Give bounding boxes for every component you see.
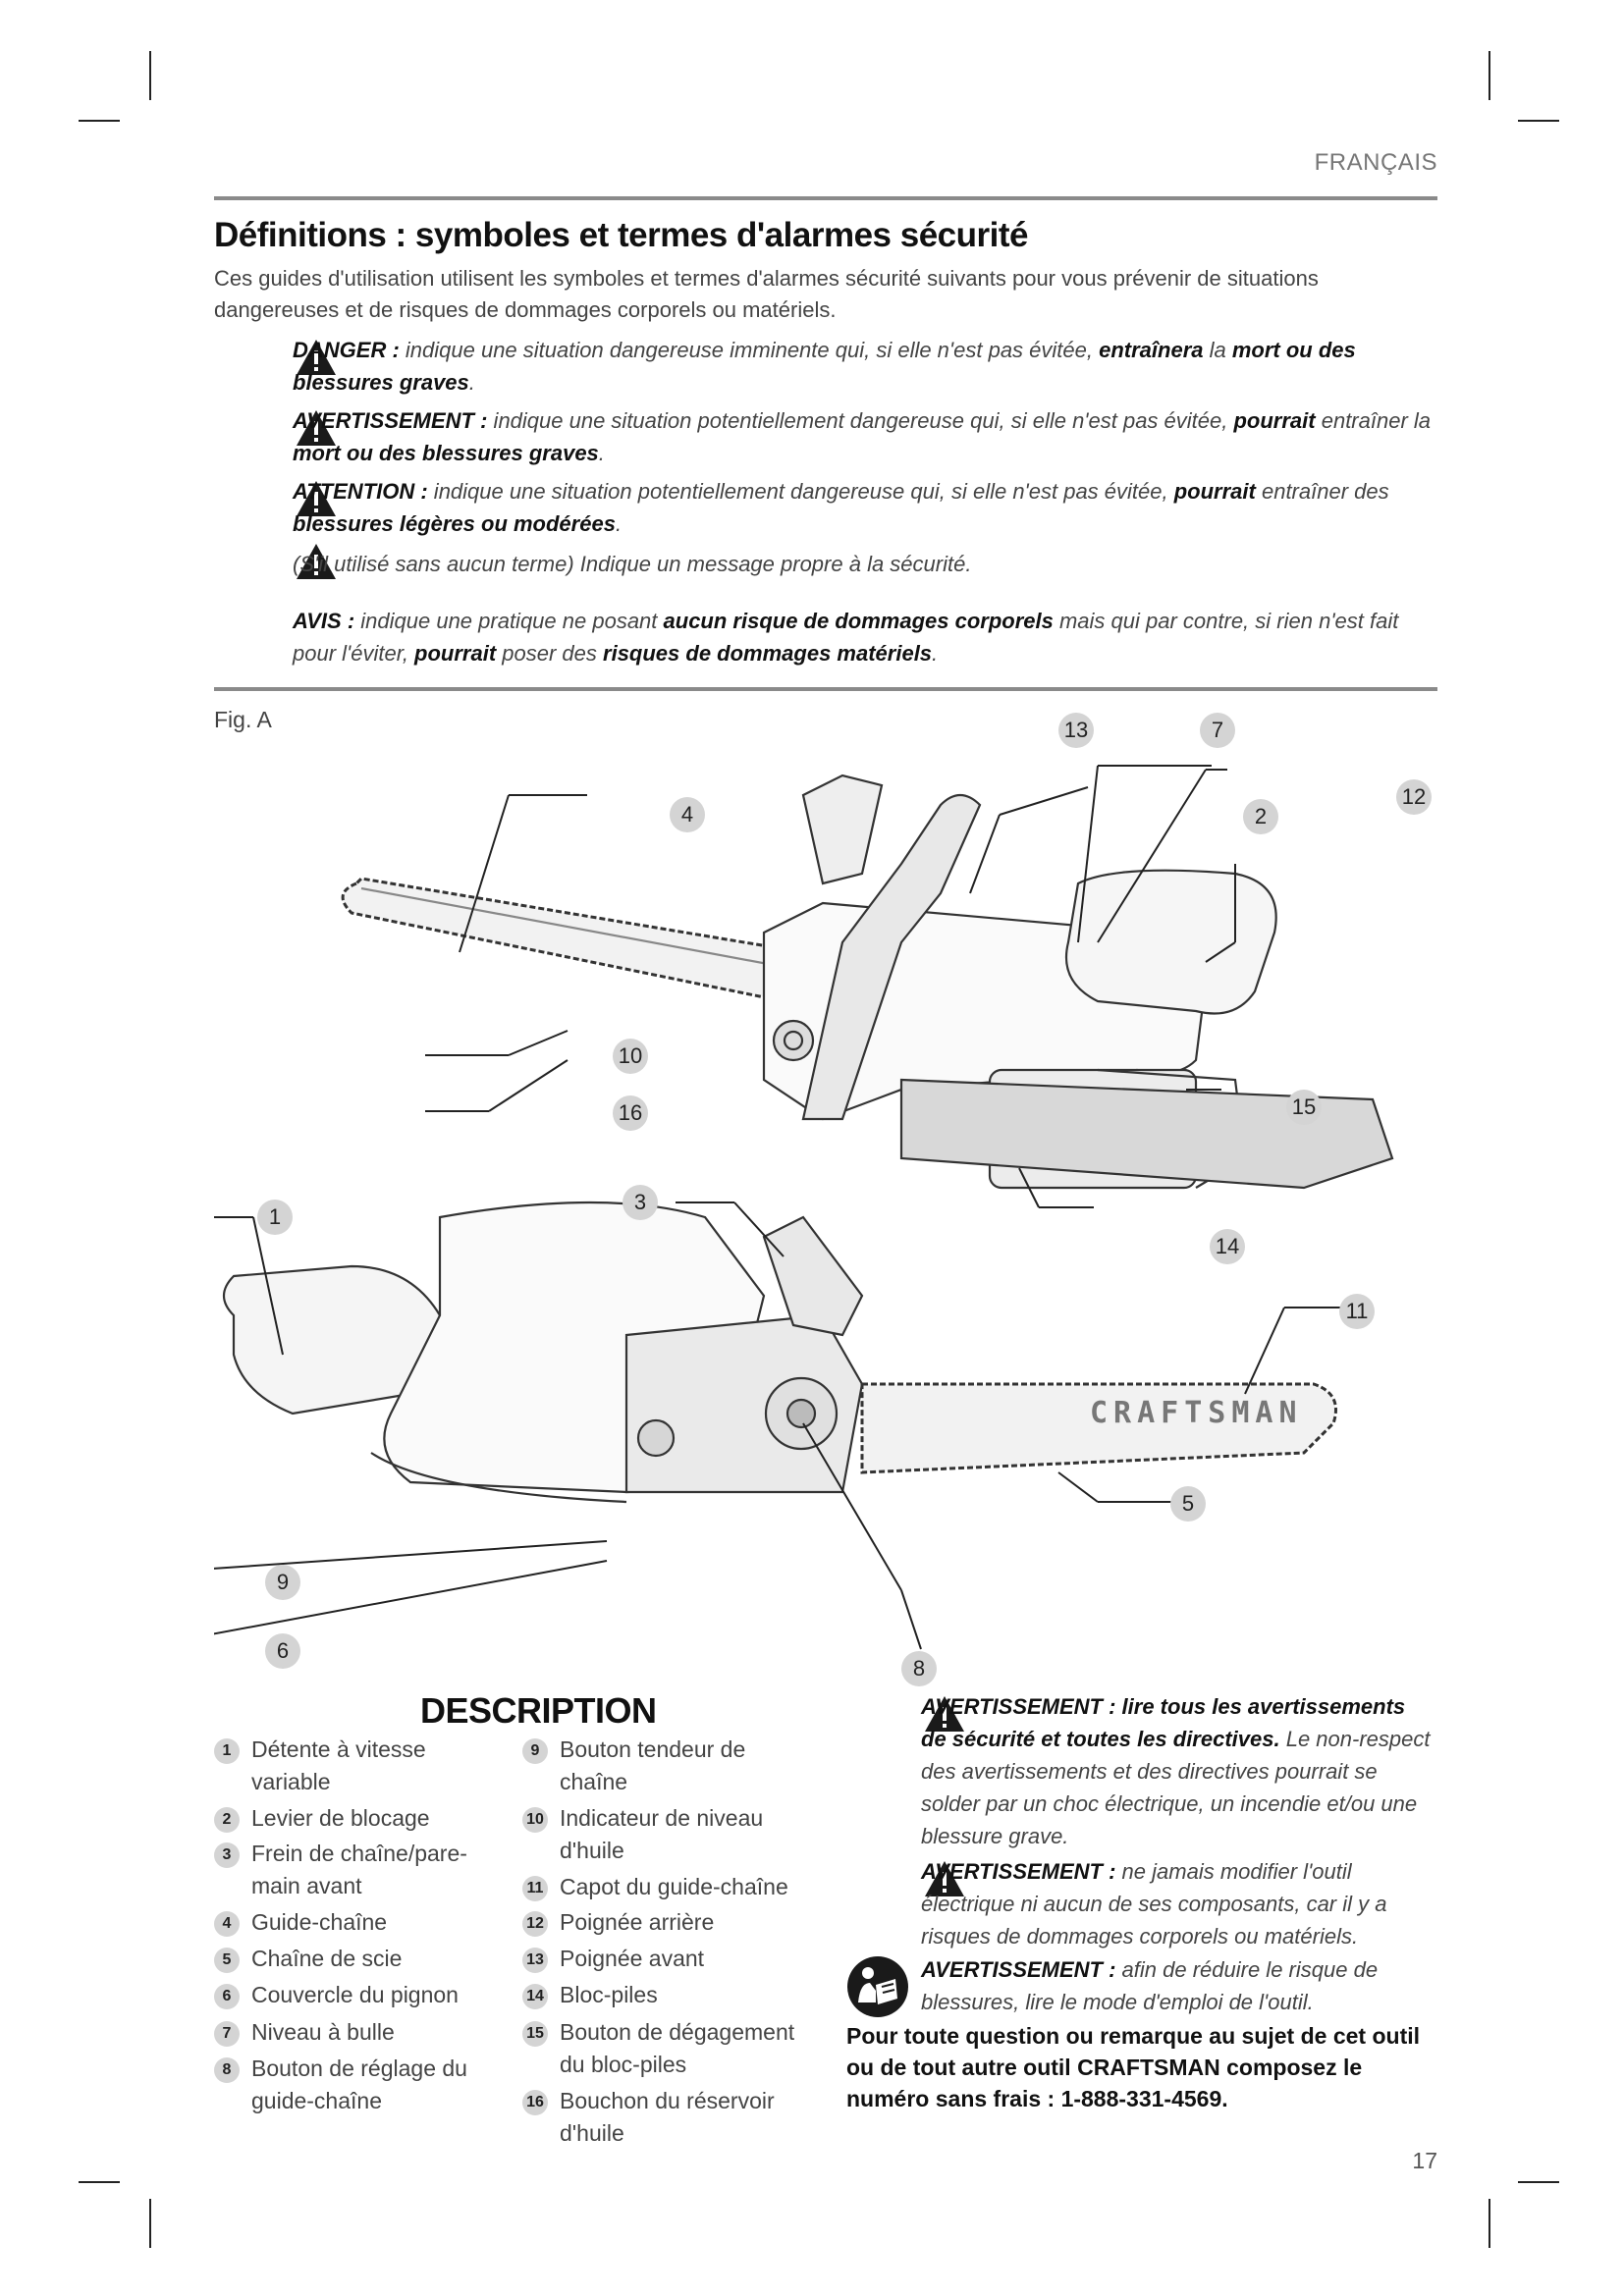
callout-15: 15 [1286,1090,1322,1125]
definition-symbol-only: (S'il utilisé sans aucun terme) Indique un message propre à la sécurité. [293,552,972,576]
lower-chainsaw [224,1080,1392,1502]
contact-info: Pour toute question ou remarque au sujet de cet outil ou de tout autre outil CRAFTSMAN composez le numéro sans frais : 1-888-331-4569. [846,2023,1421,2111]
callout-13: 13 [1058,713,1094,748]
callout-11: 11 [1339,1294,1375,1329]
callout-14: 14 [1210,1229,1245,1264]
callout-9: 9 [265,1565,300,1600]
callout-5: 5 [1170,1486,1206,1522]
term-attention: ATTENTION : [293,479,428,504]
callout-4: 4 [670,797,705,832]
callout-8: 8 [901,1651,937,1686]
definition-avertissement: AVERTISSEMENT : indique une situation potentiellement dangereuse qui, si elle n'est pas évitée, pourrait entraîner la mort ou des blessures graves. [293,408,1432,465]
callout-1: 1 [257,1200,293,1235]
page-title: Définitions : symboles et termes d'alarmes sécurité [214,216,1028,254]
callout-16: 16 [613,1095,648,1131]
callout-2: 2 [1243,799,1278,834]
warning-read-instructions: AVERTISSEMENT : lire tous les avertissements de sécurité et toutes les directives. Le non-respect des avertissements et des directives pourrait se solder par un choc électrique, un incendie et/ou une blessure grave. [921,1694,1431,1848]
definition-attention: ATTENTION : indique une situation potentiellement dangereuse qui, si elle n'est pas évitée, pourrait entraîner des blessures légères ou modérées. [293,479,1389,536]
top-rule [214,196,1437,200]
brand-text-bar-cover: CRAFTSMAN [1090,1396,1303,1430]
crop-mark [1489,2199,1490,2248]
term-avertissement: AVERTISSEMENT : [293,408,488,433]
term-danger: DANGER : [293,338,400,362]
description-list-right: 9 Bouton tendeur de chaîne 10 Indicateur de niveau d'huile 11 Capot du guide-chaîne 12 Poignée arrière 13 Poignée avant 14 Bloc-piles 15 Bouton de dégagement du bloc-piles 16 Bouchon du réservoir d'huile [522,1734,817,2156]
callout-7: 7 [1200,713,1235,748]
figure-label: Fig. A [214,707,272,732]
description-list-left: 1 Détente à vitesse variable 2 Levier de blocage 3 Frein de chaîne/pare-main avant 4 Guide-chaîne 5 Chaîne de scie 6 Couvercle du pignon 7 Niveau à bulle 8 Bouton de réglage du guide-chaîne [214,1734,489,2126]
chainsaw-illustration [214,707,1437,1679]
term-avis: AVIS : [293,609,355,633]
description-title: DESCRIPTION [420,1690,657,1731]
crop-mark [79,2181,120,2183]
crop-mark [149,2199,151,2248]
callout-6: 6 [265,1633,300,1669]
callout-10: 10 [613,1039,648,1074]
section-rule [214,687,1437,691]
crop-mark [1489,51,1490,100]
definition-danger: DANGER : indique une situation dangereuse imminente qui, si elle n'est pas évitée, entraînera la mort ou des blessures graves. [293,338,1356,395]
crop-mark [1518,2181,1559,2183]
page-number: 17 [1412,2148,1437,2173]
callout-12: 12 [1396,779,1432,815]
definition-avis: AVIS : indique une pratique ne posant aucun risque de dommages corporels mais qui par contre, si rien n'est fait pour l'éviter, pourrait poser des risques de dommages matériels. [293,609,1399,666]
warning-read-manual: AVERTISSEMENT : afin de réduire le risque de blessures, lire le mode d'emploi de l'outil. [921,1957,1379,2014]
warning-no-modification: AVERTISSEMENT : ne jamais modifier l'outil électrique ni aucun de ses composants, car il y a risques de dommages corporels ou matériels. [921,1859,1387,1949]
crop-mark [1518,120,1559,122]
callout-3: 3 [623,1185,658,1220]
read-manual-icon [846,1955,909,2018]
language-label: FRANÇAIS [1314,149,1437,176]
crop-mark [79,120,120,122]
crop-mark [149,51,151,100]
intro-paragraph: Ces guides d'utilisation utilisent les symboles et termes d'alarmes sécurité suivants pour vous prévenir de situations dangereuses et de risques de dommages corporels ou matériels. [214,266,1319,322]
